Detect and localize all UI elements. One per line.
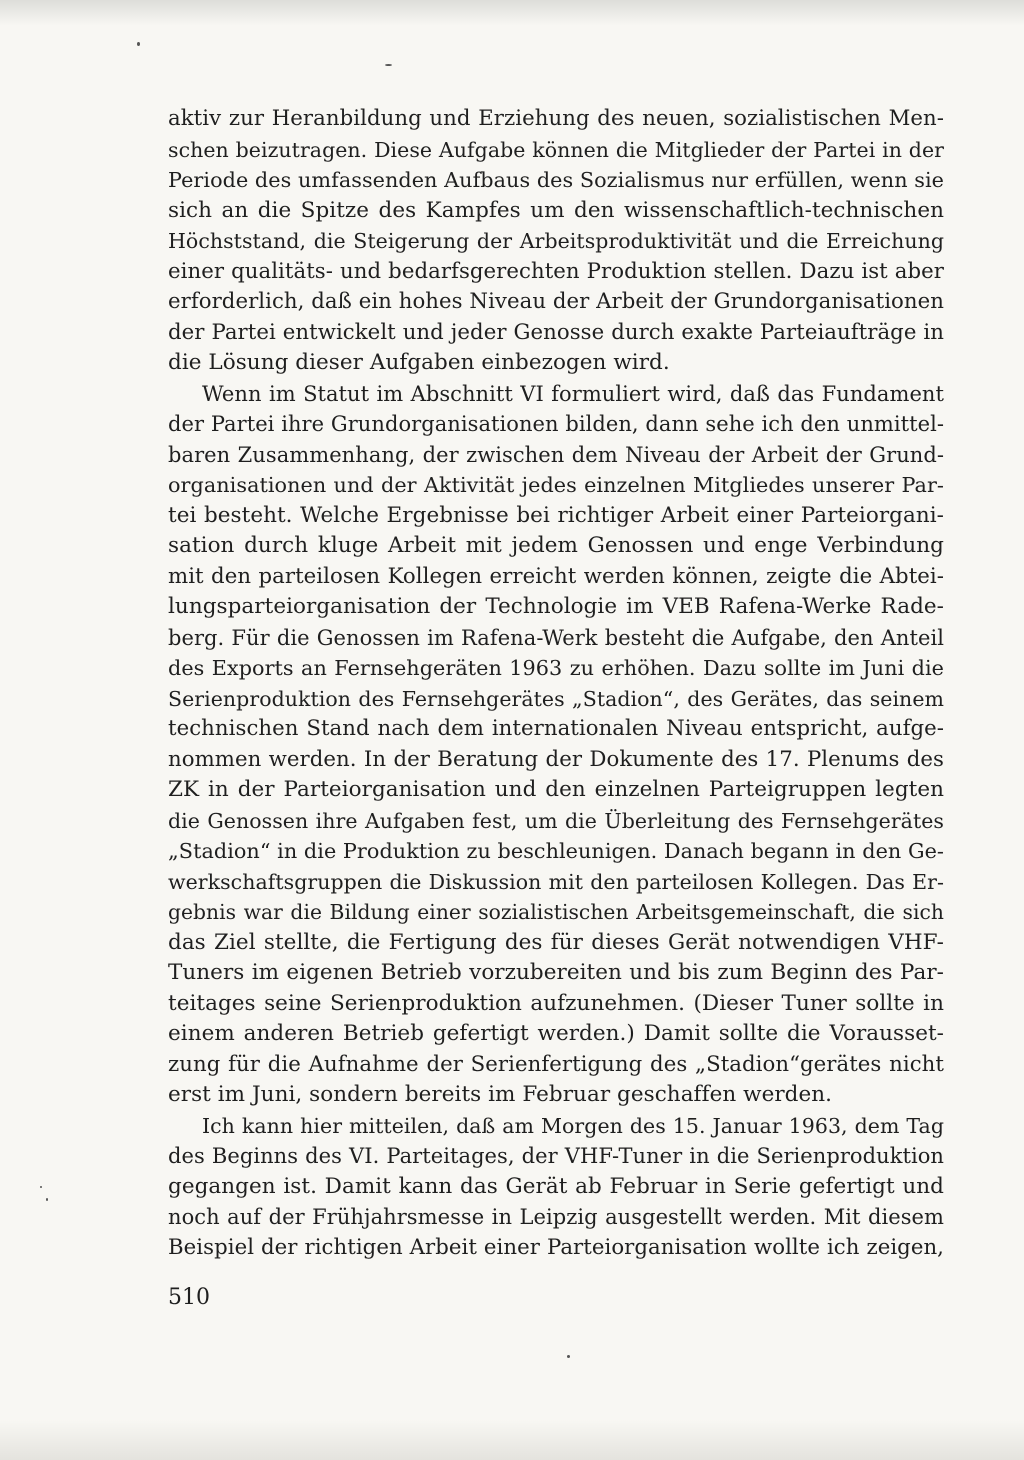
text-line: Ich kann hier mitteilen, daß am Morgen des 15. Januar 1963, dem Tag — [202, 1113, 944, 1138]
text-line: Höchststand, die Steigerung der Arbeitsproduktivität und die Erreichung — [168, 229, 944, 253]
scan-speck — [46, 1198, 48, 1201]
text-line: berg. Für die Genossen im Rafena-Werk besteht die Aufgabe, den Anteil — [168, 625, 944, 650]
text-line: einer qualitäts- und bedarfsgerechten Produktion stellen. Dazu ist aber — [168, 258, 944, 284]
text-line: tei besteht. Welche Ergebnisse bei richtiger Arbeit einer Parteiorgani- — [168, 502, 944, 528]
text-line: die Genossen ihre Aufgaben fest, um die Überleitung des Fernsehgerätes — [168, 808, 944, 833]
text-line: sation durch kluge Arbeit mit jedem Genossen und enge Verbindung — [168, 533, 944, 558]
text-line: das Ziel stellte, die Fertigung des für dieses Gerät notwendigen VHF- — [168, 929, 944, 955]
text-line: zung für die Aufnahme der Serienfertigung des „Stadion“gerätes nicht — [168, 1051, 944, 1077]
text-line: Tuners im eigenen Betrieb vorzubereiten und bis zum Beginn des Par- — [168, 960, 944, 985]
text-line: die Lösung dieser Aufgaben einbezogen wird. — [168, 350, 670, 375]
scan-speck — [385, 64, 392, 66]
text-line: lungsparteiorganisation der Technologie im VEB Rafena-Werke Rade- — [168, 594, 944, 619]
text-line: Wenn im Statut im Abschnitt VI formuliert wird, daß das Fundament — [202, 381, 944, 406]
text-line: gegangen ist. Damit kann das Gerät ab Februar in Serie gefertigt und — [168, 1173, 944, 1199]
text-line: einem anderen Betrieb gefertigt werden.) Damit sollte die Vorausset- — [168, 1021, 944, 1046]
text-line: werkschaftsgruppen die Diskussion mit den parteilosen Kollegen. Das Er- — [168, 869, 944, 894]
text-line: ZK in der Parteiorganisation und den einzelnen Parteigruppen legten — [168, 777, 944, 802]
text-line: noch auf der Frühjahrsmesse in Leipzig ausgestellt werden. Mit diesem — [168, 1205, 944, 1229]
body-text — [168, 104, 944, 1263]
text-line: sich an die Spitze des Kampfes um den wissenschaftlich-technischen — [168, 197, 944, 223]
text-line: aktiv zur Heranbildung und Erziehung des neuen, sozialistischen Men- — [168, 106, 944, 131]
text-line: erforderlich, daß ein hohes Niveau der Arbeit der Grundorganisationen — [168, 289, 944, 314]
text-line: des Exports an Fernsehgeräten 1963 zu erhöhen. Dazu sollte im Juni die — [168, 656, 944, 680]
scan-edge-top — [0, 0, 1024, 26]
text-line: teitages seine Serienproduktion aufzunehmen. (Dieser Tuner sollte in — [168, 990, 944, 1016]
text-line: nommen werden. In der Beratung der Dokumente des 17. Plenums des — [168, 746, 944, 772]
text-line: Periode des umfassenden Aufbaus des Sozialismus nur erfüllen, wenn sie — [168, 168, 944, 192]
text-line: der Partei ihre Grundorganisationen bilden, dann sehe ich den unmittel- — [168, 412, 944, 436]
text-line: erst im Juni, sondern bereits im Februar geschaffen werden. — [168, 1082, 833, 1107]
text-line: schen beizutragen. Diese Aufgabe können die Mitglieder der Partei in der — [168, 137, 944, 162]
text-line: organisationen und der Aktivität jedes einzelnen Mitgliedes unserer Par- — [168, 473, 944, 497]
text-line: technischen Stand nach dem internationalen Niveau entspricht, aufge- — [168, 716, 944, 741]
text-line: Serienproduktion des Fernsehgerätes „Stadion“, des Gerätes, das seinem — [168, 686, 944, 711]
scan-edge-bottom — [0, 1420, 1024, 1460]
page-number: 510 — [168, 1285, 210, 1310]
text-line: Beispiel der richtigen Arbeit einer Parteiorganisation wollte ich zeigen, — [168, 1234, 944, 1260]
text-line: gebnis war die Bildung einer sozialistischen Arbeitsgemeinschaft, die sich — [168, 900, 944, 924]
text-line: des Beginns des VI. Parteitages, der VHF-Tuner in die Serienproduktion — [168, 1144, 944, 1168]
text-line: der Partei entwickelt und jeder Genosse durch exakte Parteiaufträge in — [168, 319, 944, 345]
scan-speck — [40, 1186, 42, 1188]
text-line: baren Zusammenhang, der zwischen dem Niveau der Arbeit der Grund- — [168, 442, 944, 467]
scan-speck — [567, 1355, 570, 1358]
scan-speck — [137, 42, 140, 46]
text-line: mit den parteilosen Kollegen erreicht werden können, zeigte die Abtei- — [168, 563, 944, 589]
text-line: „Stadion“ in die Produktion zu beschleunigen. Danach begann in den Ge- — [168, 839, 944, 863]
